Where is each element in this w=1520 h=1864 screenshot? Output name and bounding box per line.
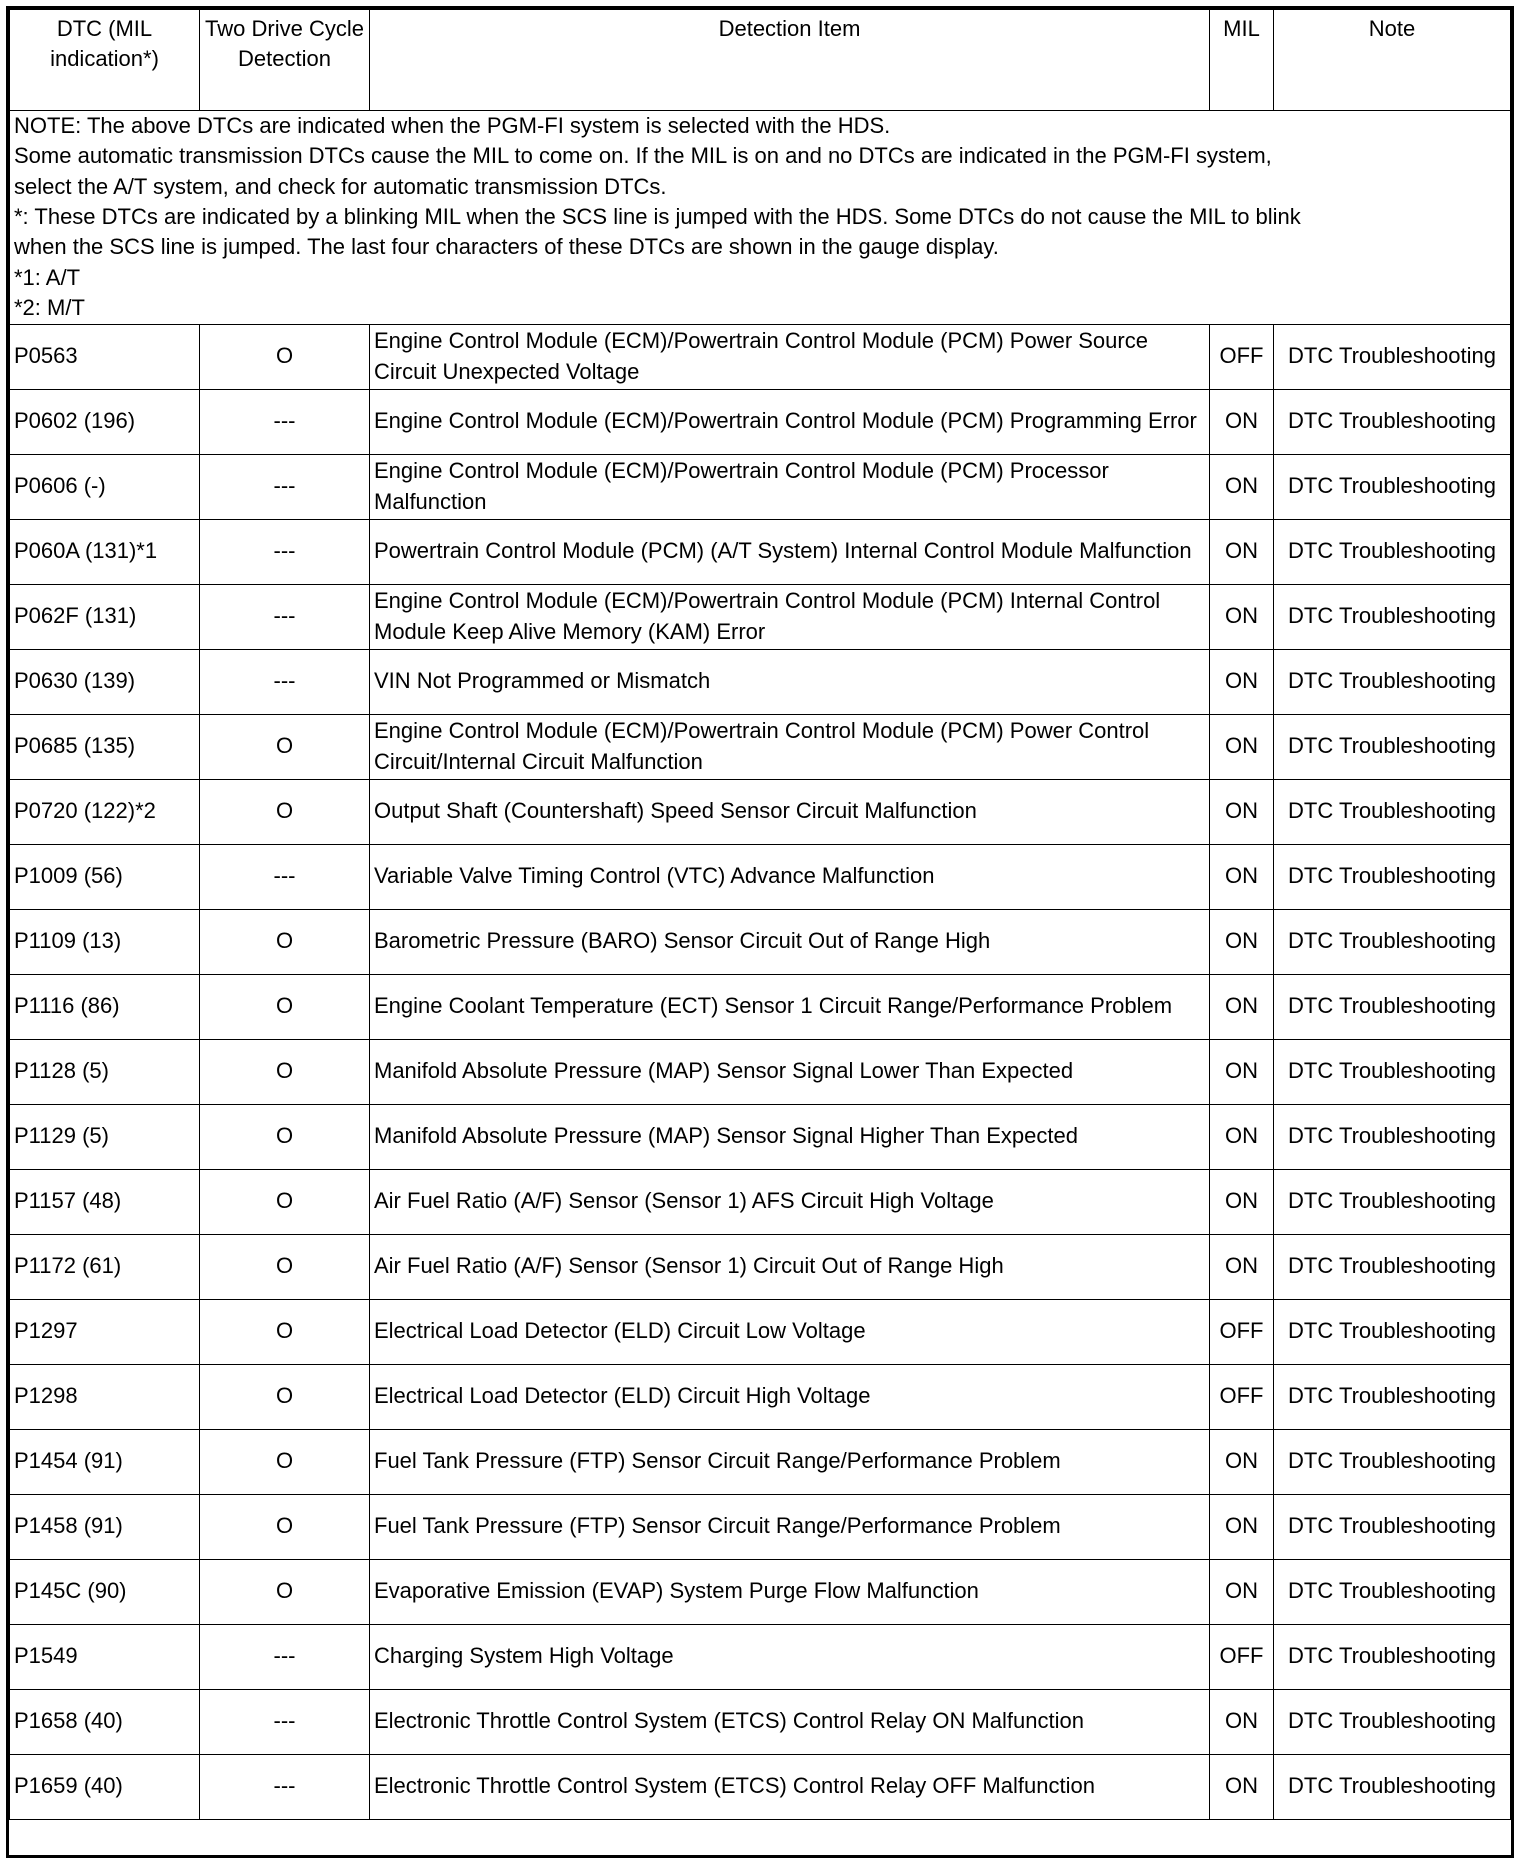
two-drive-cycle: O: [200, 324, 370, 389]
two-drive-cycle: O: [200, 1234, 370, 1299]
note-link: DTC Troubleshooting: [1274, 1299, 1511, 1364]
detection-item: Engine Control Module (ECM)/Powertrain Control Module (PCM) Internal Control Module Keep Alive Memory (KAM) Error: [370, 584, 1210, 649]
header-detection-item: Detection Item: [370, 10, 1210, 111]
table-row: [10, 1559, 1511, 1624]
mil-status: ON: [1210, 1494, 1274, 1559]
dtc-code: P062F (131): [10, 584, 200, 649]
two-drive-cycle: O: [200, 1429, 370, 1494]
mil-status: ON: [1210, 389, 1274, 454]
note-link: DTC Troubleshooting: [1274, 714, 1511, 779]
detection-item: Evaporative Emission (EVAP) System Purge Flow Malfunction: [370, 1559, 1210, 1624]
note-line: *: These DTCs are indicated by a blinking MIL when the SCS line is jumped with the HDS. Some DTCs do not cause the MIL to blink: [14, 204, 1301, 230]
note-line: when the SCS line is jumped. The last four characters of these DTCs are shown in the gauge display.: [14, 234, 999, 260]
mil-status: ON: [1210, 779, 1274, 844]
header-note: Note: [1274, 10, 1511, 111]
detection-item: Electronic Throttle Control System (ETCS) Control Relay ON Malfunction: [370, 1689, 1210, 1754]
dtc-code: P1109 (13): [10, 909, 200, 974]
table-row: [10, 389, 1511, 454]
table-row: [10, 1039, 1511, 1104]
two-drive-cycle: O: [200, 1169, 370, 1234]
dtc-code: P0685 (135): [10, 714, 200, 779]
dtc-code: P1458 (91): [10, 1494, 200, 1559]
two-drive-cycle: ---: [200, 649, 370, 714]
two-drive-cycle: ---: [200, 1689, 370, 1754]
header-two-drive-cycle: Two Drive Cycle Detection: [200, 10, 370, 111]
table-row: [10, 909, 1511, 974]
table-row: [10, 584, 1511, 649]
table-row: [10, 1689, 1511, 1754]
table-row: [10, 454, 1511, 519]
detection-item: Output Shaft (Countershaft) Speed Sensor Circuit Malfunction: [370, 779, 1210, 844]
detection-item: Barometric Pressure (BARO) Sensor Circuit Out of Range High: [370, 909, 1210, 974]
mil-status: ON: [1210, 1689, 1274, 1754]
note-link: DTC Troubleshooting: [1274, 584, 1511, 649]
note-line: *1: A/T: [14, 264, 81, 290]
table-row: [10, 1169, 1511, 1234]
table-row: [10, 974, 1511, 1039]
note-link: DTC Troubleshooting: [1274, 1169, 1511, 1234]
header-row: [10, 10, 1511, 111]
note-link: DTC Troubleshooting: [1274, 1429, 1511, 1494]
dtc-code: P0563: [10, 324, 200, 389]
two-drive-cycle: O: [200, 714, 370, 779]
dtc-code: P0602 (196): [10, 389, 200, 454]
detection-item: Manifold Absolute Pressure (MAP) Sensor Signal Higher Than Expected: [370, 1104, 1210, 1169]
detection-item: VIN Not Programmed or Mismatch: [370, 649, 1210, 714]
note-link: DTC Troubleshooting: [1274, 1234, 1511, 1299]
note-link: DTC Troubleshooting: [1274, 389, 1511, 454]
mil-status: ON: [1210, 1039, 1274, 1104]
dtc-code: P1129 (5): [10, 1104, 200, 1169]
two-drive-cycle: O: [200, 909, 370, 974]
detection-item: Engine Control Module (ECM)/Powertrain Control Module (PCM) Power Source Circuit Unexpected Voltage: [370, 324, 1210, 389]
table-row: [10, 1494, 1511, 1559]
note-block: [10, 111, 1511, 325]
mil-status: ON: [1210, 1754, 1274, 1819]
note-link: DTC Troubleshooting: [1274, 1494, 1511, 1559]
note-link: DTC Troubleshooting: [1274, 454, 1511, 519]
table-row: [10, 649, 1511, 714]
mil-status: ON: [1210, 1234, 1274, 1299]
mil-status: ON: [1210, 844, 1274, 909]
detection-item: Fuel Tank Pressure (FTP) Sensor Circuit Range/Performance Problem: [370, 1494, 1210, 1559]
mil-status: ON: [1210, 974, 1274, 1039]
two-drive-cycle: O: [200, 1104, 370, 1169]
note-link: DTC Troubleshooting: [1274, 779, 1511, 844]
table-row: [10, 779, 1511, 844]
dtc-code: P145C (90): [10, 1559, 200, 1624]
note-link: DTC Troubleshooting: [1274, 974, 1511, 1039]
dtc-code: P1549: [10, 1624, 200, 1689]
note-link: DTC Troubleshooting: [1274, 1364, 1511, 1429]
two-drive-cycle: ---: [200, 389, 370, 454]
detection-item: Charging System High Voltage: [370, 1624, 1210, 1689]
dtc-table: [9, 9, 1511, 1820]
note-link: DTC Troubleshooting: [1274, 1624, 1511, 1689]
header-mil: MIL: [1210, 10, 1274, 111]
detection-item: Engine Control Module (ECM)/Powertrain Control Module (PCM) Programming Error: [370, 389, 1210, 454]
mil-status: ON: [1210, 714, 1274, 779]
two-drive-cycle: O: [200, 1494, 370, 1559]
two-drive-cycle: O: [200, 1559, 370, 1624]
table-row: [10, 1364, 1511, 1429]
table-row: [10, 519, 1511, 584]
dtc-code: P1297: [10, 1299, 200, 1364]
table-row: [10, 714, 1511, 779]
note-link: DTC Troubleshooting: [1274, 1039, 1511, 1104]
dtc-document: [6, 6, 1514, 1858]
dtc-code: P1658 (40): [10, 1689, 200, 1754]
mil-status: OFF: [1210, 1624, 1274, 1689]
mil-status: ON: [1210, 1104, 1274, 1169]
dtc-code: P1172 (61): [10, 1234, 200, 1299]
header-dtc: DTC (MIL indication*): [10, 10, 200, 111]
detection-item: Electrical Load Detector (ELD) Circuit Low Voltage: [370, 1299, 1210, 1364]
detection-item: Powertrain Control Module (PCM) (A/T System) Internal Control Module Malfunction: [370, 519, 1210, 584]
table-row: [10, 1429, 1511, 1494]
table-row: [10, 324, 1511, 389]
mil-status: OFF: [1210, 1364, 1274, 1429]
detection-item: Engine Coolant Temperature (ECT) Sensor 1 Circuit Range/Performance Problem: [370, 974, 1210, 1039]
note-link: DTC Troubleshooting: [1274, 649, 1511, 714]
dtc-code: P1157 (48): [10, 1169, 200, 1234]
mil-status: OFF: [1210, 324, 1274, 389]
table-row: [10, 844, 1511, 909]
two-drive-cycle: O: [200, 1299, 370, 1364]
mil-status: ON: [1210, 1169, 1274, 1234]
mil-status: ON: [1210, 584, 1274, 649]
table-row: [10, 1234, 1511, 1299]
dtc-code: P1454 (91): [10, 1429, 200, 1494]
note-line: *2: M/T: [14, 295, 85, 321]
table-row: [10, 1104, 1511, 1169]
two-drive-cycle: O: [200, 974, 370, 1039]
detection-item: Air Fuel Ratio (A/F) Sensor (Sensor 1) AFS Circuit High Voltage: [370, 1169, 1210, 1234]
mil-status: ON: [1210, 909, 1274, 974]
detection-item: Manifold Absolute Pressure (MAP) Sensor Signal Lower Than Expected: [370, 1039, 1210, 1104]
note-line: Some automatic transmission DTCs cause the MIL to come on. If the MIL is on and no DTCs are indicated in the PGM-FI system,: [14, 143, 1272, 169]
dtc-code: P1009 (56): [10, 844, 200, 909]
note-link: DTC Troubleshooting: [1274, 1689, 1511, 1754]
note-link: DTC Troubleshooting: [1274, 1754, 1511, 1819]
note-link: DTC Troubleshooting: [1274, 324, 1511, 389]
detection-item: Engine Control Module (ECM)/Powertrain Control Module (PCM) Processor Malfunction: [370, 454, 1210, 519]
two-drive-cycle: ---: [200, 1754, 370, 1819]
note-link: DTC Troubleshooting: [1274, 909, 1511, 974]
detection-item: Engine Control Module (ECM)/Powertrain Control Module (PCM) Power Control Circuit/Internal Circuit Malfunction: [370, 714, 1210, 779]
mil-status: ON: [1210, 454, 1274, 519]
detection-item: Fuel Tank Pressure (FTP) Sensor Circuit Range/Performance Problem: [370, 1429, 1210, 1494]
two-drive-cycle: ---: [200, 584, 370, 649]
note-line: select the A/T system, and check for automatic transmission DTCs.: [14, 173, 667, 199]
note-row: [10, 111, 1511, 325]
mil-status: ON: [1210, 1559, 1274, 1624]
detection-item: Variable Valve Timing Control (VTC) Advance Malfunction: [370, 844, 1210, 909]
detection-item: Electrical Load Detector (ELD) Circuit High Voltage: [370, 1364, 1210, 1429]
two-drive-cycle: O: [200, 1364, 370, 1429]
note-link: DTC Troubleshooting: [1274, 844, 1511, 909]
dtc-code: P0606 (-): [10, 454, 200, 519]
note-link: DTC Troubleshooting: [1274, 519, 1511, 584]
dtc-code: P1659 (40): [10, 1754, 200, 1819]
detection-item: Air Fuel Ratio (A/F) Sensor (Sensor 1) Circuit Out of Range High: [370, 1234, 1210, 1299]
two-drive-cycle: ---: [200, 454, 370, 519]
dtc-code: P060A (131)*1: [10, 519, 200, 584]
two-drive-cycle: O: [200, 1039, 370, 1104]
two-drive-cycle: O: [200, 779, 370, 844]
two-drive-cycle: ---: [200, 519, 370, 584]
detection-item: Electronic Throttle Control System (ETCS) Control Relay OFF Malfunction: [370, 1754, 1210, 1819]
note-link: DTC Troubleshooting: [1274, 1559, 1511, 1624]
table-row: [10, 1299, 1511, 1364]
table-row: [10, 1754, 1511, 1819]
mil-status: ON: [1210, 519, 1274, 584]
note-line: NOTE: The above DTCs are indicated when the PGM-FI system is selected with the HDS.: [14, 113, 891, 138]
mil-status: ON: [1210, 649, 1274, 714]
two-drive-cycle: ---: [200, 1624, 370, 1689]
mil-status: ON: [1210, 1429, 1274, 1494]
dtc-code: P0630 (139): [10, 649, 200, 714]
dtc-code: P1116 (86): [10, 974, 200, 1039]
dtc-code: P1298: [10, 1364, 200, 1429]
table-row: [10, 1624, 1511, 1689]
mil-status: OFF: [1210, 1299, 1274, 1364]
dtc-code: P1128 (5): [10, 1039, 200, 1104]
two-drive-cycle: ---: [200, 844, 370, 909]
note-link: DTC Troubleshooting: [1274, 1104, 1511, 1169]
dtc-code: P0720 (122)*2: [10, 779, 200, 844]
